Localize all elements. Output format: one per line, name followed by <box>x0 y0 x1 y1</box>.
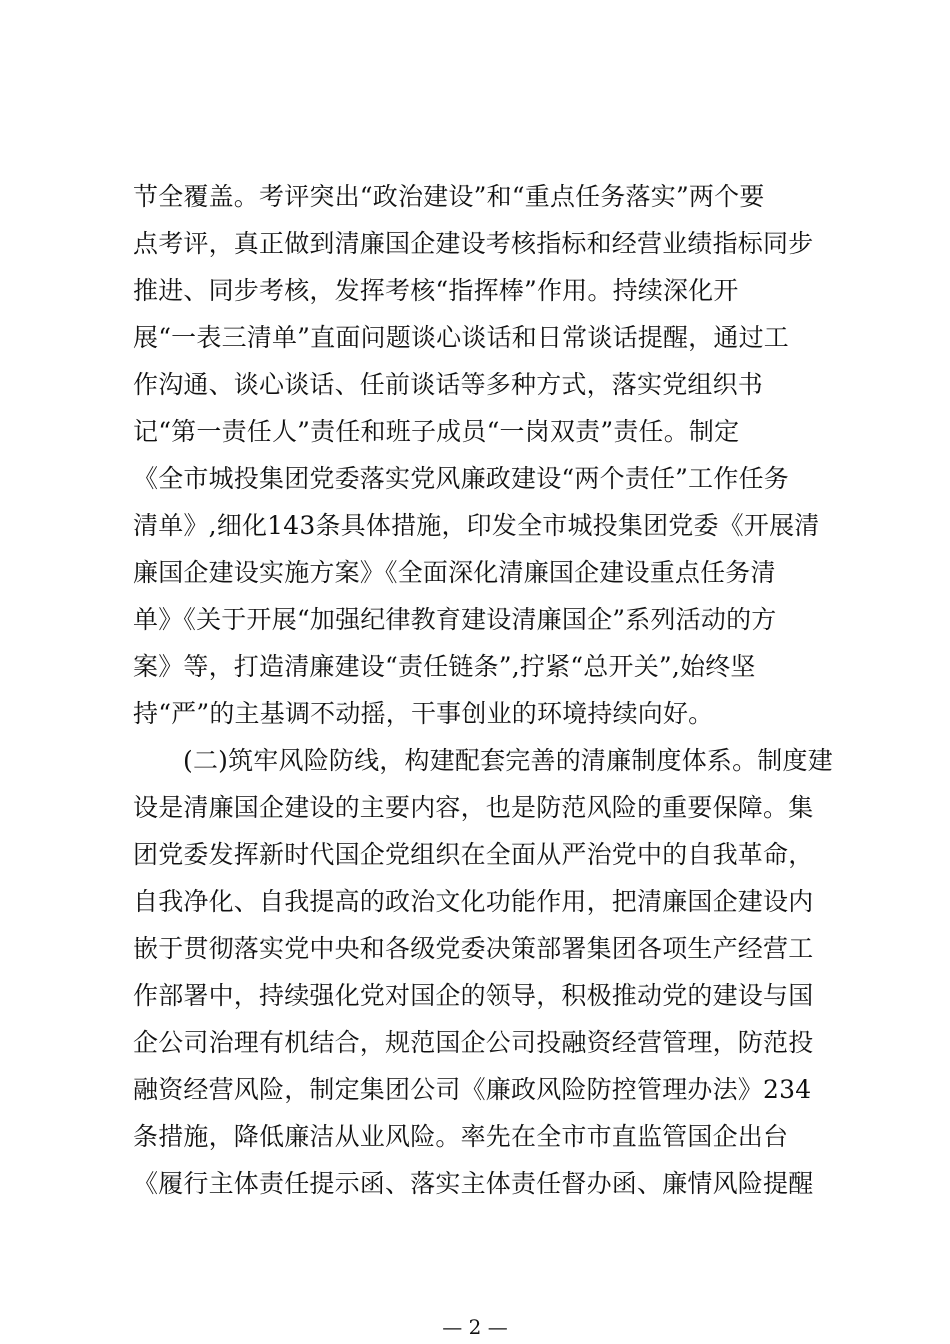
paragraph-line: 案》等，打造清廉建设“责任链条”,拧紧“总开关”,始终坚 <box>133 652 756 681</box>
paragraph-line: 持“严”的主基调不动摇，干事创业的环境持续向好。 <box>133 699 714 728</box>
paragraph-line: 单》《关于开展“加强纪律教育建设清廉国企”系列活动的方 <box>133 605 777 634</box>
paragraph-line: 廉国企建设实施方案》《全面深化清廉国企建设重点任务清 <box>133 558 776 587</box>
page-number: — 2 — <box>442 1315 508 1339</box>
paragraph-line: 记“第一责任人”责任和班子成员“一岗双责”责任。制定 <box>133 417 740 446</box>
paragraph-line: 推进、同步考核，发挥考核“指挥棒”作用。持续深化开 <box>133 276 739 305</box>
paragraph-line: 嵌于贯彻落实党中央和各级党委决策部署集团各项生产经营工 <box>133 934 814 963</box>
paragraph-line: 融资经营风险，制定集团公司《廉政风险防控管理办法》234 <box>133 1075 812 1104</box>
paragraph-line: 《履行主体责任提示函、落实主体责任督办函、廉情风险提醒 <box>133 1169 814 1198</box>
paragraph-line: 企公司治理有机结合，规范国企公司投融资经营管理，防范投 <box>133 1028 814 1057</box>
paragraph-line: 展“一表三清单”直面问题谈心谈话和日常谈话提醒，通过工 <box>133 323 789 352</box>
paragraph-line: 条措施，降低廉洁从业风险。率先在全市市直监管国企出台 <box>133 1122 789 1151</box>
paragraph-line: 作部署中，持续强化党对国企的领导，积极推动党的建设与国 <box>133 981 814 1010</box>
paragraph-line: 作沟通、谈心谈话、任前谈话等多种方式，落实党组织书 <box>133 370 764 399</box>
paragraph-line: 《全市城投集团党委落实党风廉政建设“两个责任”工作任务 <box>133 464 789 493</box>
paragraph-line: 自我净化、自我提高的政治文化功能作用，把清廉国企建设内 <box>133 887 814 916</box>
paragraph-line: 点考评，真正做到清廉国企建设考核指标和经营业绩指标同步 <box>133 229 814 258</box>
paragraph-line: 设是清廉国企建设的主要内容，也是防范风险的重要保障。集 <box>133 793 814 822</box>
section-heading-line: (二)筑牢风险防线，构建配套完善的清廉制度体系。制度建 <box>183 746 833 775</box>
paragraph-line: 清单》,细化143条具体措施，印发全市城投集团党委《开展清 <box>133 511 820 540</box>
paragraph-line: 节全覆盖。考评突出“政治建设”和“重点任务落实”两个要 <box>133 182 765 211</box>
paragraph-line: 团党委发挥新时代国企党组织在全面从严治党中的自我革命， <box>133 840 814 869</box>
